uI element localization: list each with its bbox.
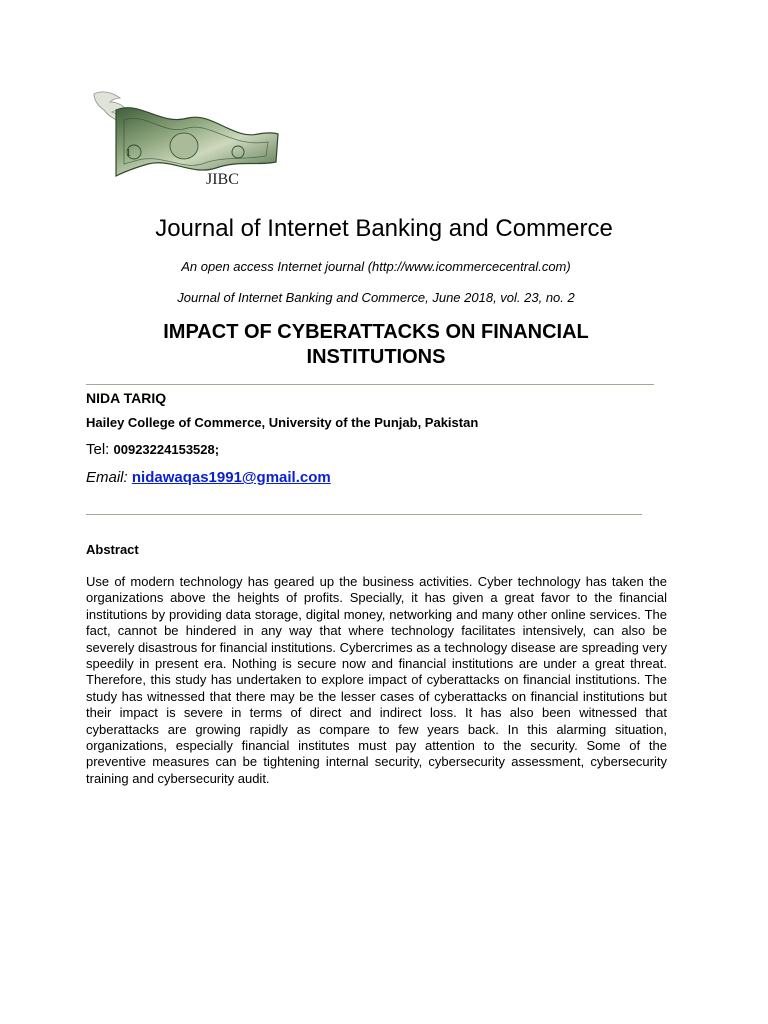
author-name: NIDA TARIQ [86, 390, 167, 406]
portrait-oval [170, 133, 198, 159]
author-email [86, 467, 331, 489]
divider-top [86, 384, 654, 385]
logo-text: JIBC [206, 171, 239, 188]
journal-issue: Journal of Internet Banking and Commerce, June 2018, vol. 23, no. 2 [177, 290, 575, 305]
svg-text:1: 1 [126, 148, 131, 159]
author-affiliation: Hailey College of Commerce, University of the Punjab, Pakistan [86, 415, 479, 430]
tel-label: Tel: [86, 441, 114, 458]
journal-title: Journal of Internet Banking and Commerce [155, 215, 613, 242]
winged-banknote-icon [88, 86, 284, 190]
author-telephone [86, 439, 219, 461]
email-link[interactable]: nidawaqas1991@gmail.com [131, 469, 331, 486]
divider-bottom [86, 514, 642, 515]
journal-logo [88, 86, 284, 190]
abstract-text: Use of modern technology has geared up the business activities. Cyber technology has taken the organizations above the heights of profits. Specially, it has given a great favor to the financial institutions by providing data storage, digital money, networking and many other online services. The fact, cannot be hindered in any way that where technology facilitates intensively, can also be severely disastrous for financial institutions. Cybercrimes as a technology disease are spreading very speedily in present era. Nothing is secure now and financial institutions are under a great threat. Therefore, this study has undertaken to explore impact of cyberattacks on financial institutions. The study has witnessed that there may be the lesser cases of cyberattacks on financial institutions but their impact is severe in terms of direct and indirect loss. It has also been witnessed that cyberattacks are growing rapidly as compare to few years back. In this alarming situation, organizations, especially financial institutes must pay attention to the security. Some of the preventive measures can be tightening internal security, cybersecurity assessment, cybersecurity training and cybersecurity audit. [86, 574, 667, 786]
journal-subtitle: An open access Internet journal (http://www.icommercecentral.com) [181, 259, 571, 274]
tel-number: 00923224153528; [113, 442, 220, 457]
email-label: Email: [86, 469, 128, 486]
abstract-heading: Abstract [86, 542, 139, 557]
paper-title: IMPACT OF CYBERATTACKS ON FINANCIAL INSTITUTIONS [163, 321, 589, 368]
